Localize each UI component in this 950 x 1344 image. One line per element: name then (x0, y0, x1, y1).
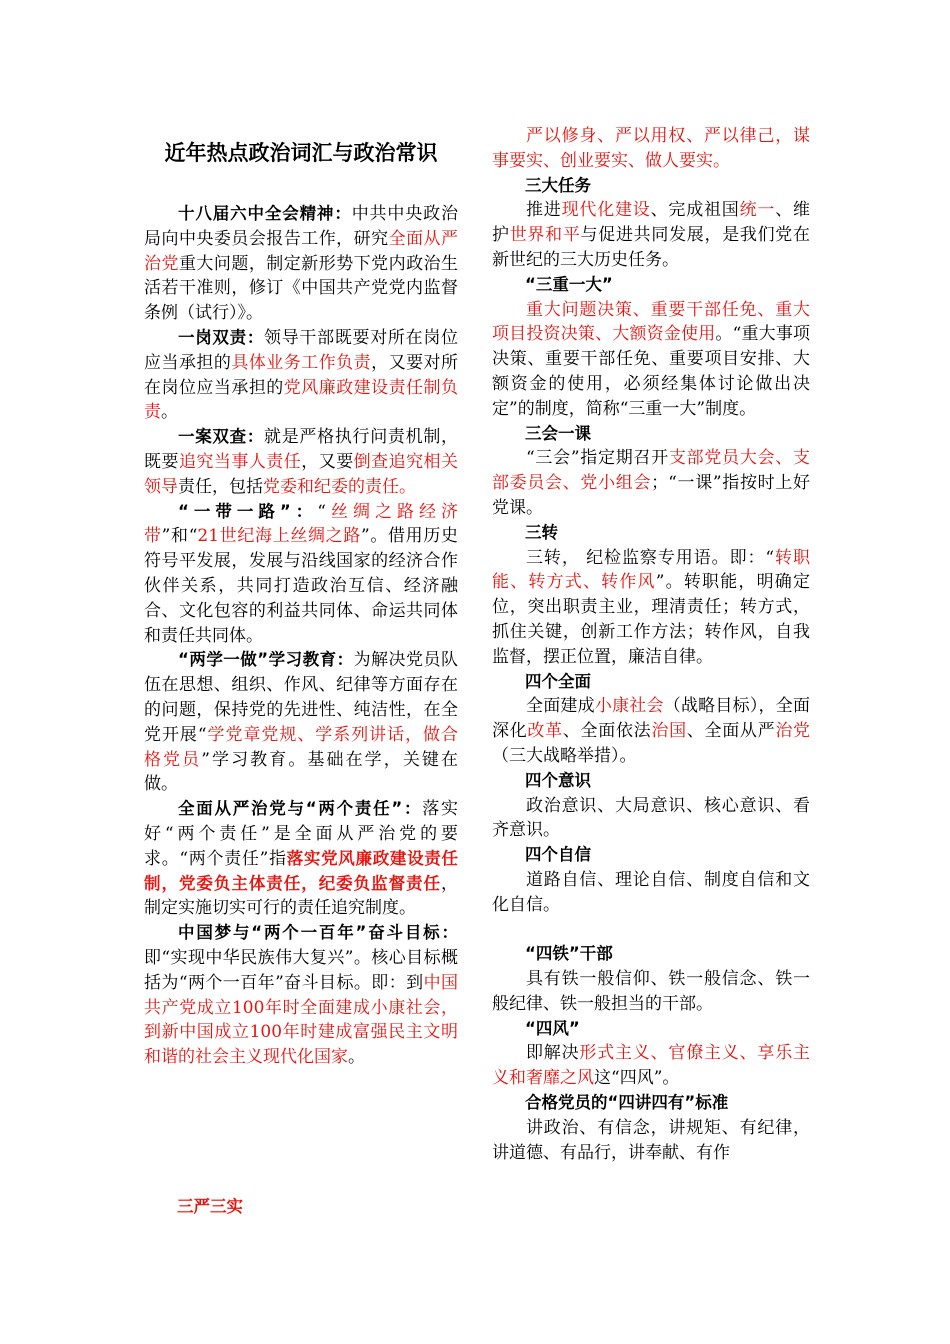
section-heading (492, 1017, 810, 1042)
body-text: 就是严格执行问责机制，既要 (144, 427, 459, 472)
term-heading: 中国梦与“两个一百年”奋斗目标 (178, 923, 442, 943)
paragraph (492, 868, 810, 918)
term-separator: ： (441, 923, 458, 943)
body-text: “四风” (525, 1018, 580, 1038)
body-text: 、完成祖国 (650, 200, 740, 221)
section-heading (492, 769, 810, 794)
highlighted-text: 丝绸之路经济带 (144, 501, 458, 547)
body-text: 这“四风”。 (594, 1068, 680, 1089)
term-heading: 一案双查 (178, 427, 247, 447)
highlighted-text: 形式主义、官僚主义、享乐主义和奢靡之风 (492, 1043, 811, 1089)
body-text: ”。借用历史符号平发展，发展与沿线国家的经济合作伙伴关系，共同打造政治互信、经济融合、文化包容的利益共同体、命运共同体和责任共同体。 (144, 526, 459, 646)
term-entry (144, 921, 458, 1070)
paragraph (492, 694, 810, 768)
section-heading (492, 843, 810, 868)
highlighted-text: 小康社会 (594, 696, 664, 717)
highlighted-text: 党委和纪委的责任。 (263, 476, 416, 497)
body-text: ，又要 (301, 451, 354, 472)
body-text: “三会”指定期召开 (526, 448, 669, 469)
body-text: 重大问题，制定新形势下党内政治生活若干准则，修订《中国共产党党内监督条例（试行）》。 (144, 253, 459, 324)
highlighted-text: 严以修身、严以用权、严以律己，谋事要实、创业要实、做人要实。 (492, 126, 810, 171)
section-heading (492, 942, 810, 967)
body-text: 三转， 纪检监察专用语。即：“ (526, 547, 775, 568)
term-heading: “两学一做”学习教育 (178, 650, 337, 670)
highlighted-text: 现代化建设 (561, 200, 651, 221)
paragraph (492, 546, 810, 670)
section-heading (492, 422, 810, 447)
term-entry (144, 797, 458, 921)
body-text: 中共中央政治局向中央委员会报告工作，研究 (144, 204, 459, 249)
term-separator: ： (334, 204, 352, 223)
paragraph (492, 124, 810, 174)
highlighted-text: 学党章党规、学系列讲话，做合格党员 (144, 724, 458, 770)
body-text: 即解决 (526, 1043, 580, 1064)
paragraph (492, 1116, 810, 1166)
body-text: 为解决党员队伍在思想、组织、作风、纪律等方面存在的问题，保持党的先进性、纯洁性，在全党开展“ (144, 650, 458, 745)
section-heading (492, 521, 810, 546)
paragraph (492, 794, 810, 844)
highlighted-text: 世界和平 (509, 225, 581, 246)
highlighted-text: 治党 (775, 721, 811, 742)
term-separator: ： (402, 799, 423, 819)
term-entry (144, 648, 458, 797)
body-text: 三转 (525, 522, 558, 542)
term-entry (144, 326, 458, 425)
term-heading: 一岗双责 (178, 327, 247, 347)
body-text: 四个自信 (525, 845, 591, 865)
body-text: 三大任务 (525, 175, 591, 195)
body-text: 领导干部既要对所在岗位应当承担的 (144, 327, 459, 373)
page-title: 近年热点政治词汇与政治常识 (164, 141, 438, 165)
right-column (492, 124, 810, 1165)
paragraph (492, 198, 810, 272)
term-separator: ： (246, 427, 265, 447)
body-text: 。“重大事项决策、重要干部任免、重要项目安排、大额资金的使用，必须经集体讨论做出决定”的制度，简称“三重一大”制度。 (492, 324, 810, 419)
section-heading (492, 273, 810, 298)
highlighted-text: 党风廉政建设责任制负责 (144, 377, 459, 423)
body-text: 四个全面 (525, 671, 591, 691)
body-text: （三大战略举措）。 (492, 745, 637, 766)
term-entry (144, 425, 458, 499)
term-separator: ： (290, 501, 318, 521)
highlighted-text: 转职能、转方式、转作风 (492, 547, 810, 593)
body-text: （战略目标），全面深化 (492, 696, 810, 742)
term-heading: 十八届六中全会精神 (178, 204, 335, 223)
body-text: 讲政治、有信念，讲规矩、有纪律，讲道德、有品行，讲奉献、有作 (492, 1117, 810, 1163)
paragraph (492, 1041, 810, 1091)
blank-line (492, 918, 810, 943)
body-text: 即“实现中华民族伟大复兴”。核心目标概括为“两个一百年”奋斗目标。即：到 (144, 947, 458, 993)
body-text: ”学习教育。基础在学，关键在做。 (144, 749, 458, 795)
highlighted-text: 倒查追究相关领导 (144, 451, 459, 497)
body-text: 全面建成 (526, 696, 595, 717)
highlighted-text: 统一 (739, 200, 776, 221)
body-text: ”。转职能，明确定位，突出职责主业，理清责任；转方式，抓住关键，创新工作方法；转作风，自我监督，摆正位置，廉洁自律。 (492, 572, 810, 667)
section-heading (492, 670, 810, 695)
highlighted-text: 治国 (651, 721, 687, 742)
body-text: ，制定实施切实可行的责任追究制度。 (144, 873, 458, 919)
body-text: 四个意识 (525, 770, 591, 790)
body-text: 合格党员的“四讲四有”标准 (525, 1093, 729, 1113)
term-heading: “一带一路” (178, 501, 291, 521)
paragraph (492, 446, 810, 520)
body-text: 。 (161, 402, 178, 423)
left-column (144, 202, 458, 1070)
term-entry (144, 500, 458, 649)
body-text: 推进 (526, 200, 562, 221)
paragraph (492, 298, 810, 422)
highlighted-text: 具体业务工作负责 (231, 352, 372, 373)
body-text: 三会一课 (525, 423, 591, 443)
body-text: 落实好“两个责任”是全面从严治党的要求。“两个责任”指 (144, 799, 459, 869)
section-heading (492, 1091, 810, 1116)
term-separator: ： (336, 650, 354, 670)
paragraph (492, 967, 810, 1017)
body-text: “四铁”干部 (525, 944, 613, 964)
body-text: 、维护 (492, 200, 811, 246)
body-text: “三重一大” (525, 274, 613, 294)
body-text: 道路自信、理论自信、制度自信和文化自信。 (492, 869, 810, 915)
body-text: 政治意识、大局意识、核心意识、看齐意识。 (492, 795, 810, 841)
body-text: ”和“ (161, 526, 198, 547)
section-heading-sanyan-sanshi: 三严三实 (177, 1197, 243, 1216)
body-text: ；“一课”指按时上好党课。 (492, 473, 811, 518)
term-entry (144, 202, 458, 326)
term-separator: ： (246, 327, 265, 347)
highlighted-text: 中国共产党成立100年时全面建成小康社会，到新中国成立100年时建成富强民主文明和谐的社会主义现代化国家 (144, 972, 459, 1068)
left-footer-heading (144, 1195, 458, 1220)
section-heading (492, 174, 810, 199)
highlighted-text: 追究当事人责任 (178, 451, 302, 472)
body-text: 与促进共同发展，是我们党在新世纪的三大历史任务。 (492, 225, 811, 270)
highlighted-text: 支部党员大会、支部委员会、党小组会 (492, 448, 811, 494)
body-text: 责任，包括 (178, 476, 263, 497)
highlighted-text: 落实党风廉政建设责任制，党委负主体责任，纪委负监督责任 (144, 848, 458, 893)
highlighted-text: 全面从严治党 (144, 228, 459, 274)
term-heading: 全面从严治党与“两个责任” (178, 799, 403, 819)
highlighted-text: 改革 (527, 721, 563, 742)
body-text: 具有铁一般信仰、铁一般信念、铁一般纪律、铁一般担当的干部。 (492, 969, 810, 1014)
highlighted-text: 21世纪海上丝绸之路 (197, 526, 361, 547)
body-text: 、全面从严 (686, 721, 776, 742)
highlighted-text: 重大问题决策、重要干部任免、重大项目投资决策、大额资金使用 (492, 299, 810, 345)
body-text: “ (317, 501, 326, 522)
body-text: 。 (348, 1047, 365, 1068)
body-text: 、全面依法 (562, 721, 652, 742)
body-text: ，又要对所在岗位应当承担的 (144, 352, 459, 398)
